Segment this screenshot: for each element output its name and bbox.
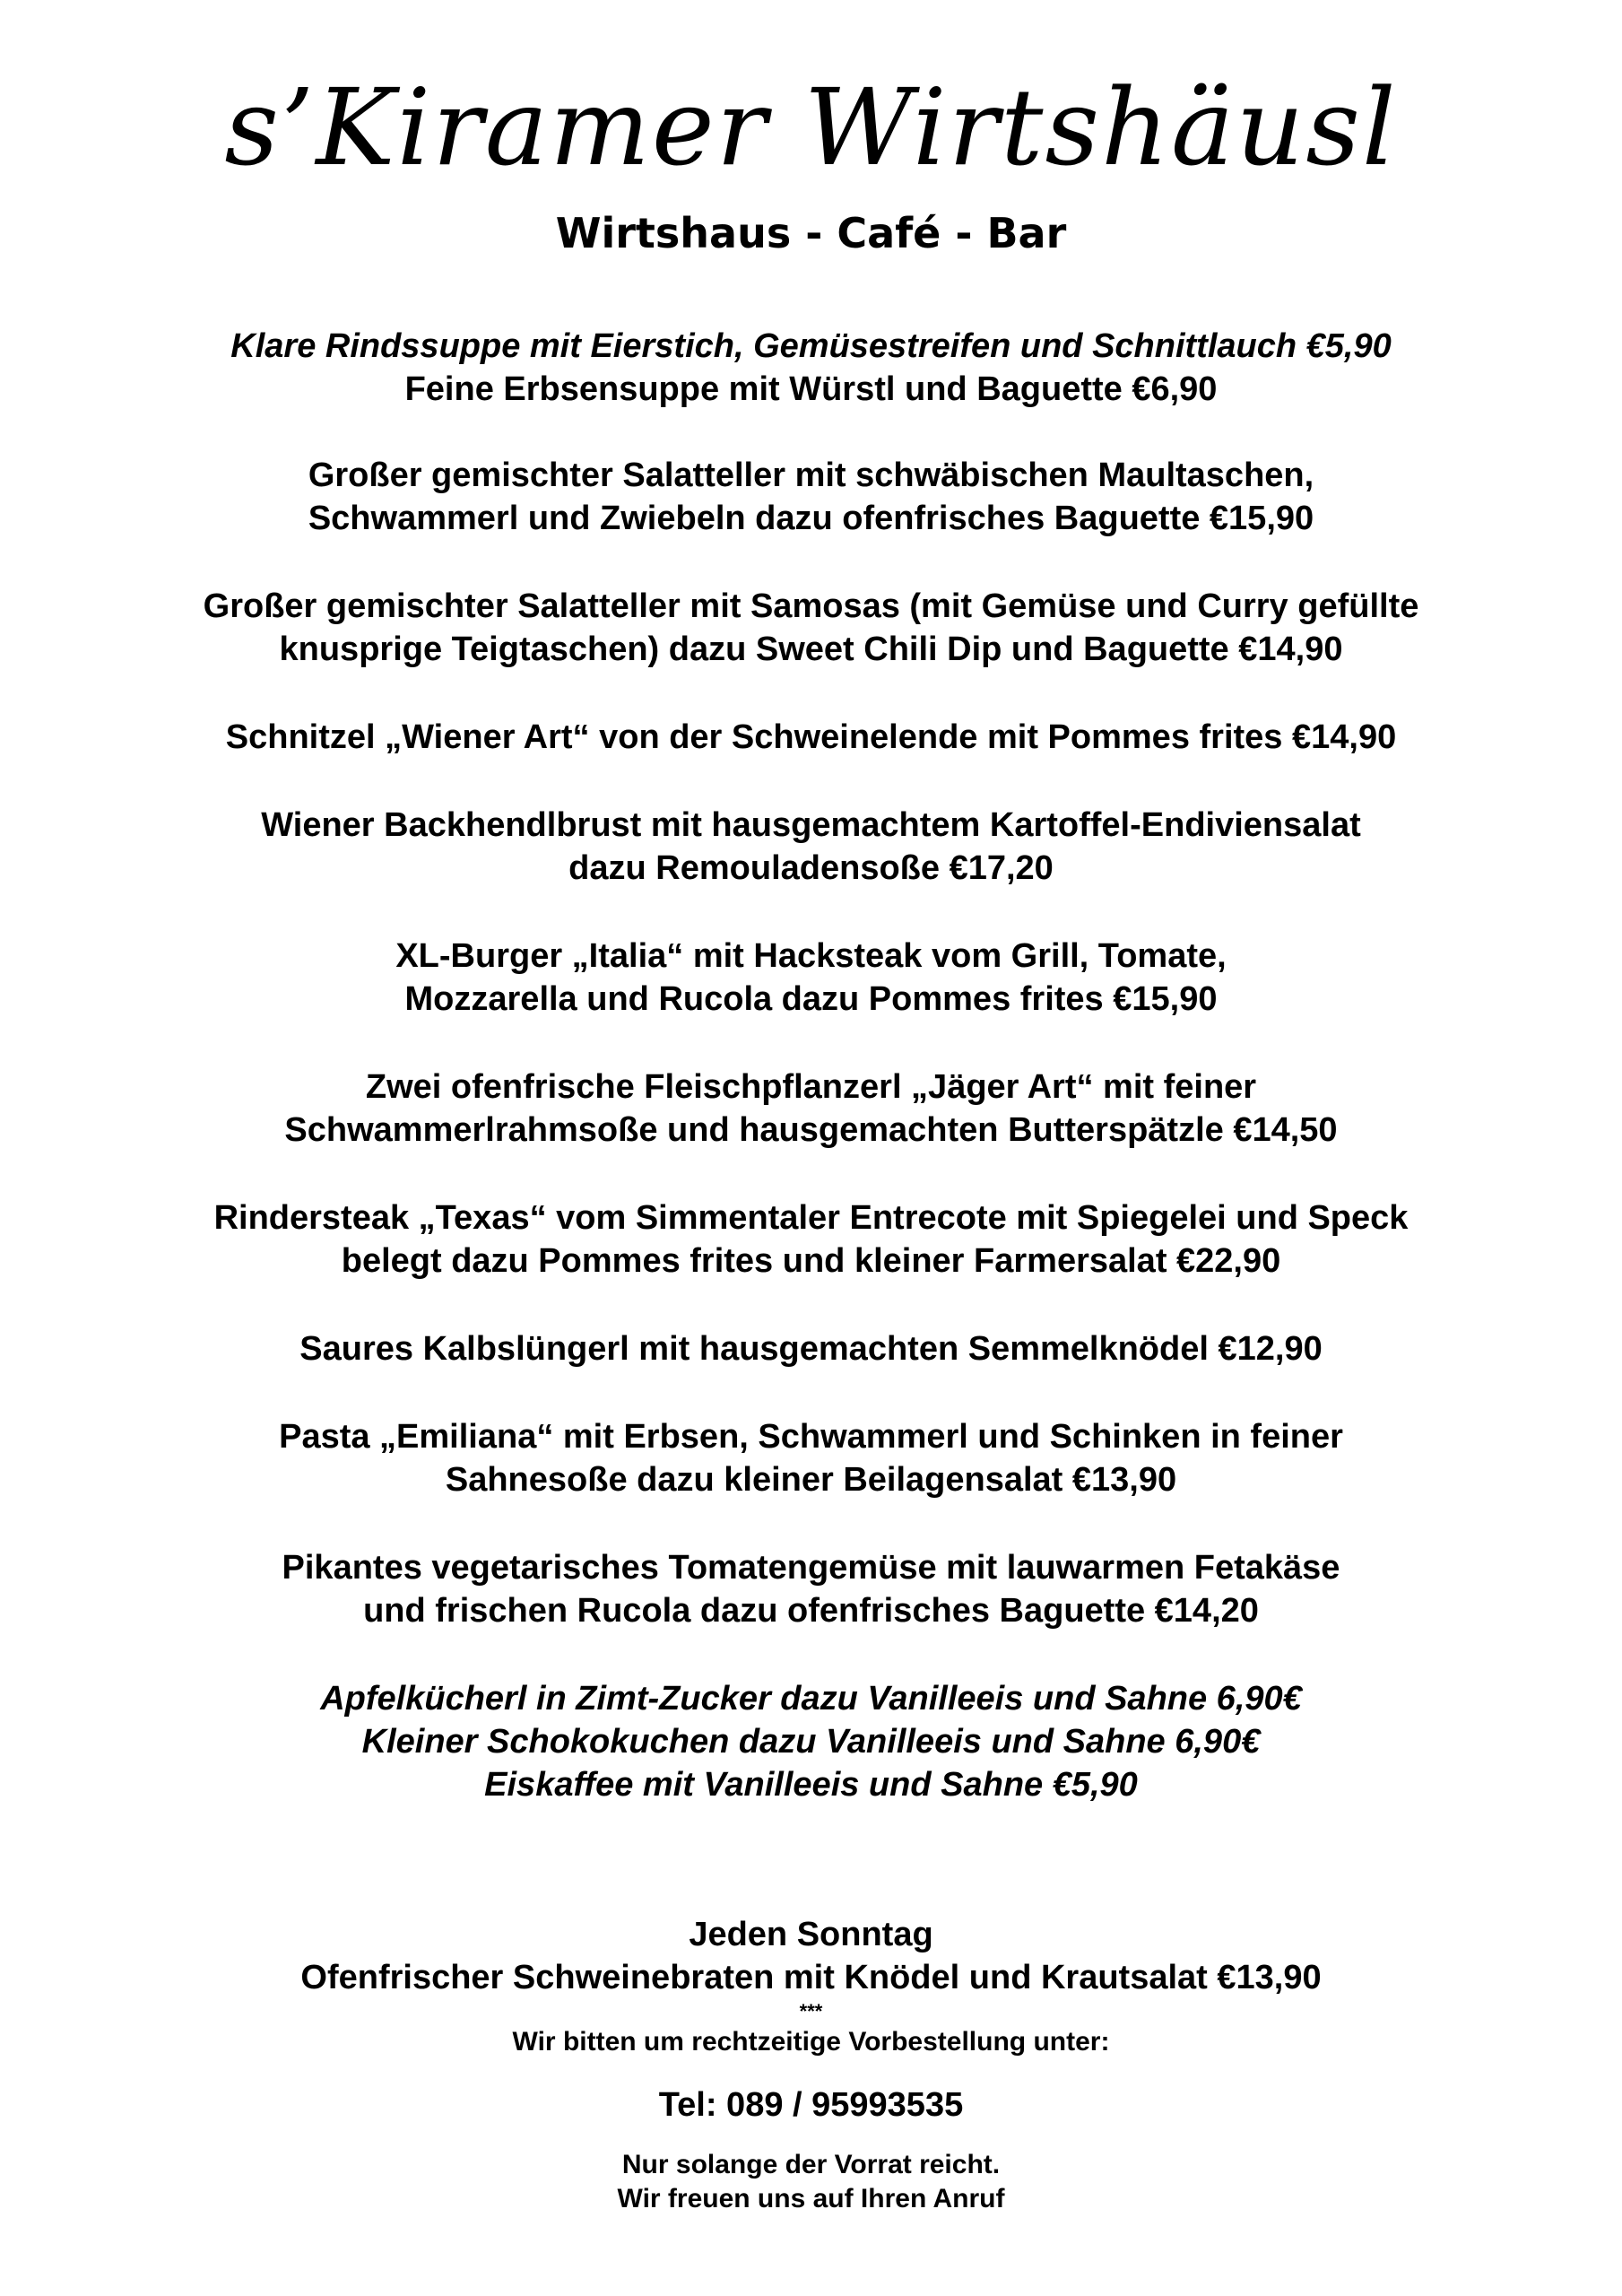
menu-item-maultaschen-salad [0,454,1622,540]
sunday-title: Jeden Sonntag [689,1916,933,1953]
phone-number: Tel: 089 / 95993535 [658,2086,964,2124]
menu-item-line: Sahnesoße dazu kleiner Beilagensalat €13,90 [445,1461,1177,1499]
menu-item-line: belegt dazu Pommes frites und kleiner Farmersalat €22,90 [341,1242,1281,1280]
dessert-item: Kleiner Schokokuchen dazu Vanilleeis und Sahne 6,90€ [361,1723,1261,1761]
soup-item: Klare Rindssuppe mit Eierstich, Gemüsestreifen und Schnittlauch €5,90 [230,327,1392,365]
menu-item-line: Wiener Backhendlbrust mit hausgemachtem Kartoffel-Endiviensalat [261,806,1361,844]
call-note: Wir freuen uns auf Ihren Anruf [617,2184,1005,2213]
restaurant-subtitle: Wirtshaus - Café - Bar [555,209,1067,257]
menu-item-fleischpflanzerl [0,1065,1622,1152]
menu-item-line: dazu Remouladensoße €17,20 [568,849,1054,887]
menu-item-line: Schwammerl und Zwiebeln dazu ofenfrisches Baguette €15,90 [308,500,1314,537]
menu-item-schnitzel [0,716,1622,759]
menu-item-line: Pasta „Emiliana“ mit Erbsen, Schwammerl und Schinken in feiner [279,1418,1343,1456]
stock-note: Nur solange der Vorrat reicht. [621,2150,1001,2179]
menu-item-burger [0,935,1622,1021]
menu-item-pasta [0,1415,1622,1501]
menu-item-line: knusprige Teigtaschen) dazu Sweet Chili Dip und Baguette €14,90 [279,631,1343,668]
menu-item-backhendl [0,804,1622,890]
menu-item-line: Schwammerlrahmsoße und hausgemachten Butterspätzle €14,50 [284,1111,1338,1149]
menu-item-samosa-salad [0,585,1622,671]
sunday-section [0,1913,1622,2216]
menu-item-line: XL-Burger „Italia“ mit Hacksteak vom Grill, Tomate, [395,937,1227,975]
menu-item-line: Mozzarella und Rucola dazu Pommes frites €15,90 [404,980,1218,1018]
desserts-section [0,1677,1622,1806]
menu-item-rindersteak [0,1196,1622,1283]
menu-item-line: Pikantes vegetarisches Tomatengemüse mit lauwarmen Fetakäse [282,1549,1340,1587]
soup-item: Feine Erbsensuppe mit Würstl und Baguette €6,90 [404,370,1218,408]
menu-item-line: Schnitzel „Wiener Art“ von der Schweinelende mit Pommes frites €14,90 [225,718,1397,756]
dessert-item: Apfelkücherl in Zimt-Zucker dazu Vanilleeis und Sahne 6,90€ [320,1680,1302,1718]
menu-item-line: Rindersteak „Texas“ vom Simmentaler Entrecote mit Spiegelei und Speck [213,1199,1409,1237]
menu-item-tomatengemuese [0,1546,1622,1632]
restaurant-title: s’Kiramer Wirtshäusl [224,65,1398,189]
sunday-dish: Ofenfrischer Schweinebraten mit Knödel und Krautsalat €13,90 [300,1959,1322,1996]
menu-list [0,325,1622,1806]
dessert-item: Eiskaffee mit Vanilleeis und Sahne €5,90 [484,1766,1138,1804]
menu-item-line: Saures Kalbslüngerl mit hausgemachten Semmelknödel €12,90 [299,1330,1323,1368]
menu-item-line: Zwei ofenfrische Fleischpflanzerl „Jäger Art“ mit feiner [365,1068,1257,1106]
menu-item-line: und frischen Rucola dazu ofenfrisches Baguette €14,20 [363,1592,1259,1630]
menu-item-kalbsluengerl [0,1327,1622,1370]
order-note: Wir bitten um rechtzeitige Vorbestellung unter: [512,2027,1110,2057]
menu-item-line: Großer gemischter Salatteller mit Samosas (mit Gemüse und Curry gefüllte [203,587,1419,625]
menu-item-line: Großer gemischter Salatteller mit schwäbischen Maultaschen, [308,457,1314,494]
separator: *** [799,2000,823,2022]
soups-section [0,325,1622,411]
